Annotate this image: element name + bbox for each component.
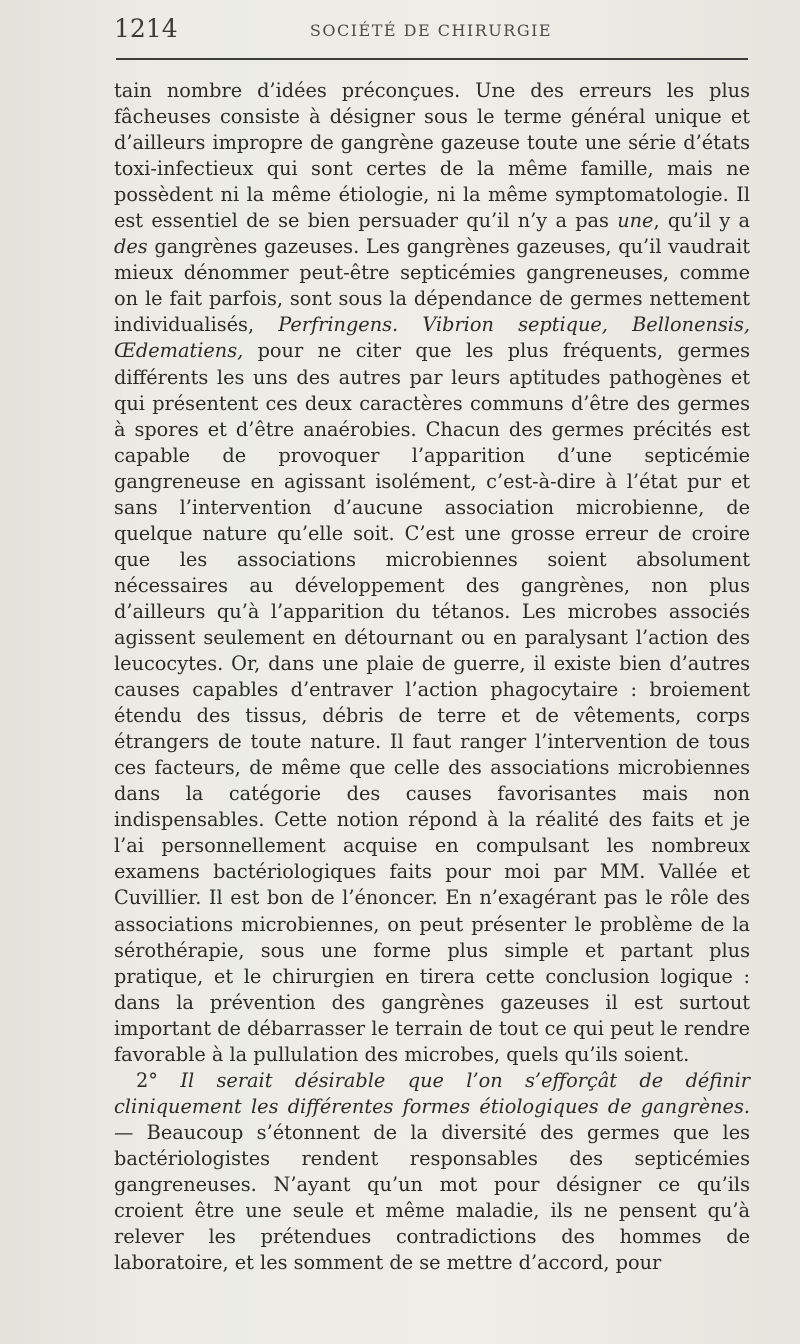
header-rule	[116, 58, 748, 60]
italic-span: Perfringens. Vibrion septique, Bellonensis, Œdematiens,	[114, 313, 750, 363]
item-number: 2°	[136, 1068, 158, 1092]
body-text	[114, 78, 750, 1276]
italic-span: des	[114, 235, 148, 259]
italic-span: une	[617, 209, 654, 233]
text-span: tain nombre d’idées préconçues. Une des erreurs les plus fâcheuses consiste à désigner sous le terme général unique et d’ailleurs impropre de gangrène gazeuse toute une série d’états toxi-infectieux qui sont certes de la même famille, mais ne possèdent ni la même étiologie, ni la même symptomatologie. Il est essentiel de se bien persuader qu’il n’y a pas	[114, 79, 750, 233]
text-span: pour ne citer que les plus fréquents, germes différents les uns des autres par leurs aptitudes pathogènes et qui présentent ces deux caractères communs d’être des germes à spores et d’être anaérobies. Chacun des germes précités est capable de provoquer l’apparition d’une septicémie gangreneuse en agissant isolément, c’est-à-dire à l’état pur et sans l’intervention d’aucune association microbienne, de quelque nature qu’elle soit. C’est une grosse erreur de croire que les associations microbiennes soient absolument nécessaires au développement des gangrènes, non plus d’ailleurs qu’à l’apparition du tétanos. Les microbes associés agissent seulement en détournant ou en paralysant l’action des leucocytes. Or, dans une plaie de guerre, il existe bien d’autres causes capables d’entraver l’action phagocytaire : broiement étendu des tissus, débris de terre et de vêtements, corps étrangers de toute nature. Il faut ranger l’intervention de tous ces facteurs, de même que celle des associations microbiennes dans la catégorie des causes favorisantes mais non indispensables. Cette notion répond à la réalité des faits et je l’ai personnellement acquise en compulsant les nombreux examens bactériologiques faits pour moi par MM. Vallée et Cuvillier. Il est bon de l’énoncer. En n’exagérant pas le rôle des associations microbiennes, on peut présenter le problème de la sérothérapie, sous une forme plus simple et partant plus pratique, et le chirurgien en tirera cette conclusion logique : dans la prévention des gangrènes gazeuses il est surtout important de débarrasser le terrain de tout ce qui peut le rendre favorable à la pullulation des microbes, quels qu’ils soient.	[114, 339, 750, 1066]
page-number: 1214	[114, 14, 178, 43]
paragraph-2	[114, 1068, 750, 1276]
text-span: , qu’il y a	[653, 209, 750, 233]
text-span: gangrènes gazeuses. Les gangrènes gazeuses, qu’il vaudrait mieux dénommer peut-être septicémies gangreneuses, comme on le fait parfois, sont sous la dépendance de germes nettement individualisés,	[114, 235, 750, 337]
paragraph-1	[114, 78, 750, 1068]
italic-heading: Il serait désirable que l’on s’efforçât de définir cliniquement les différentes formes étiologiques de gangrènes.	[114, 1068, 750, 1118]
page-header	[114, 14, 748, 50]
text-span: — Beaucoup s’étonnent de la diversité des germes que les bactériologistes rendent responsables des septicémies gangreneuses. N’ayant qu’un mot pour désigner ce qu’ils croient être une seule et même maladie, ils ne pensent qu’à relever les prétendues contradictions des hommes de laboratoire, et les somment de se mettre d’accord, pour	[114, 1120, 750, 1275]
running-title: SOCIÉTÉ DE CHIRURGIE	[309, 21, 553, 40]
